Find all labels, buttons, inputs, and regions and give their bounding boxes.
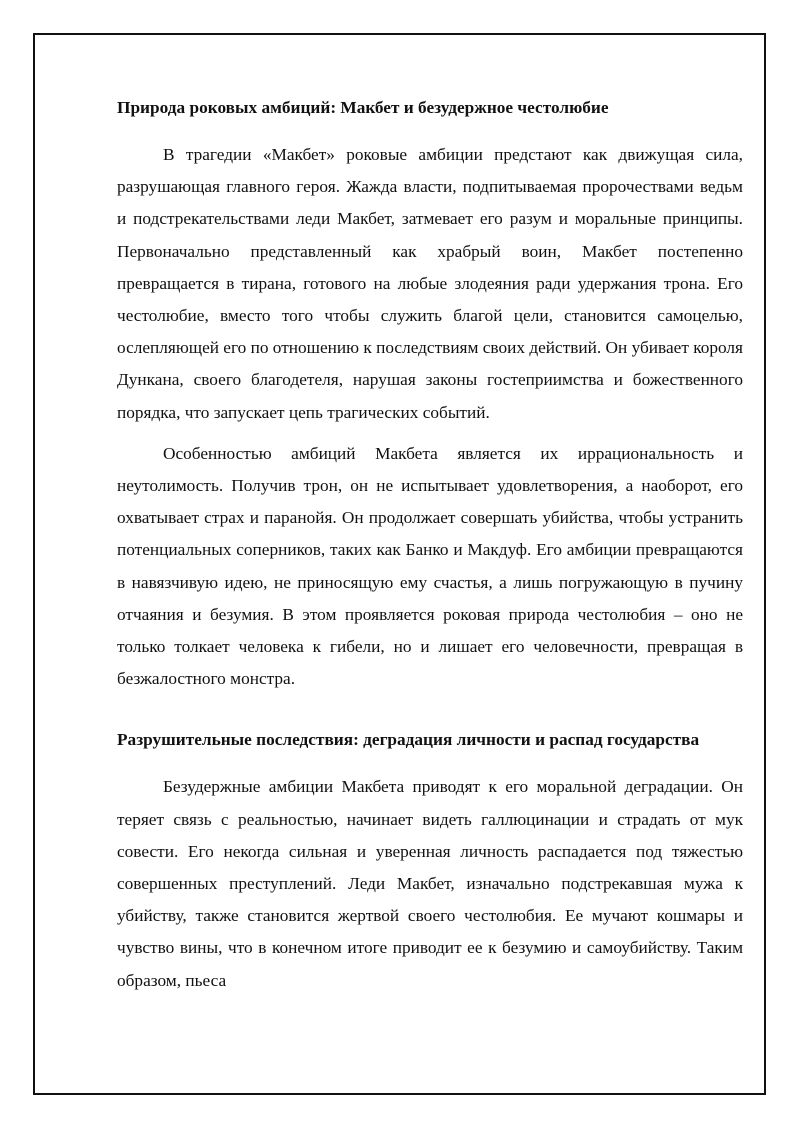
section-heading-ambition: Природа роковых амбиций: Макбет и безудержное честолюбие <box>117 98 609 117</box>
section-heading-consequences: Разрушительные последствия: деградация личности и распад государства <box>117 730 700 750</box>
paragraph-consequences-1: Безудержные амбиции Макбета приводят к его моральной деградации. Он теряет связь с реальностью, начинает видеть галлюцинации и страдать от мук совести. Его некогда сильная и уверенная личность распадается под тяжестью совершенных преступлений. Леди Макбет, изначально подстрекавшая мужа к убийству, также становится жертвой своего честолюбия. Ее мучают кошмары и чувство вины, что в конечном итоге приводит ее к безумию и самоубийству. Таким образом, пьеса <box>117 777 743 990</box>
paragraph-ambition-1: В трагедии «Макбет» роковые амбиции предстают как движущая сила, разрушающая главного героя. Жажда власти, подпитываемая пророчествами ведьм и подстрекательствами леди Макбет, затмевает его разум и моральные принципы. Первоначально представленный как храбрый воин, Макбет постепенно превращается в тирана, готового на любые злодеяния ради удержания трона. Его честолюбие, вместо того чтобы служить благой цели, становится самоцелью, ослепляющей его по отношению к последствиям своих действий. Он убивает короля Дункана, своего благодетеля, нарушая законы гостеприимства и божественного порядка, что запускает цепь трагических событий. <box>117 145 743 422</box>
paragraph-ambition-2: Особенностью амбиций Макбета является их иррациональность и неутолимость. Получив трон, он не испытывает удовлетворения, а наоборот, его охватывает страх и паранойя. Он продолжает совершать убийства, чтобы устранить потенциальных соперников, таких как Банко и Макдуф. Его амбиции превращаются в навязчивую идею, не приносящую ему счастья, а лишь погружающую в пучину отчаяния и безумия. В этом проявляется роковая природа честолюбия – оно не только толкает человека к гибели, но и лишает его человечности, превращая в безжалостного монстра. <box>117 443 743 689</box>
page-frame <box>33 33 766 1095</box>
document-body <box>117 97 743 1006</box>
